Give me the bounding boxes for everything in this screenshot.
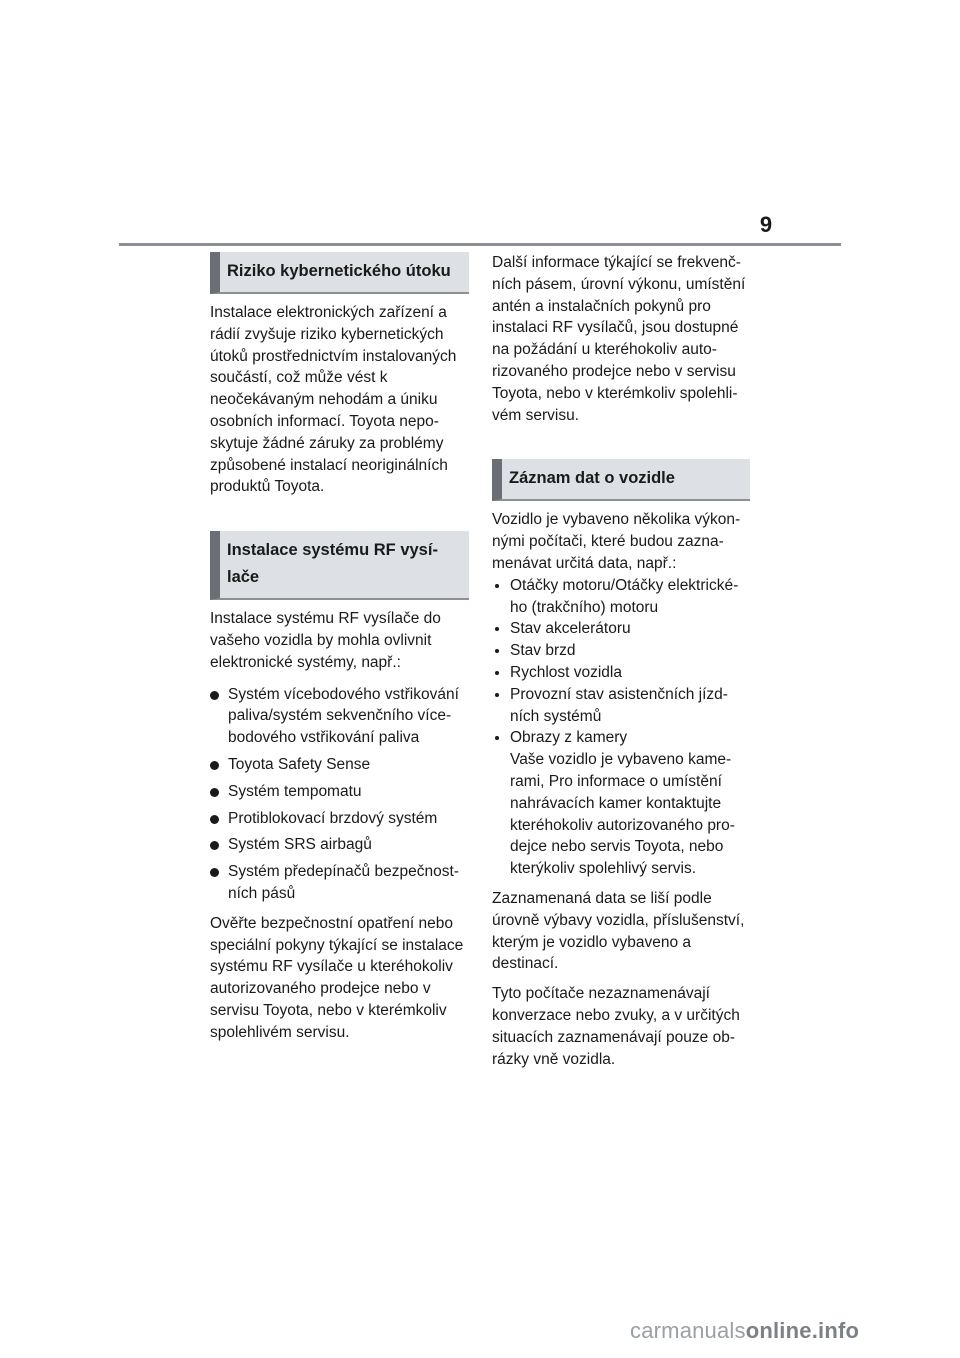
page-number: 9 [759,212,773,237]
bullet-icon [495,649,499,653]
section-heading-cyber-risk: Riziko kybernetického útoku [210,252,469,294]
section-heading-rf-transmitter: Instalace systému RF vysílače [210,531,469,600]
bullet-icon [495,584,499,588]
rf-closing-paragraph: Ověřte bezpečnostní opatření nebo speciální pokyny týkající se instalace systému RF vysílače u kteréhokoliv autorizovaného prodejce nebo v servisu Toyota, nebo v kterémkoliv spolehlivém servisu. [210,914,464,1041]
data-variation-paragraph: Zaznamenaná data se liší podle úrovně výbavy vozidla, příslušenství, kterým je vozidlo vybaveno a destinací. [492,889,745,973]
list-item: Stav akcelerátoru [492,618,750,640]
left-column [210,252,469,1044]
list-item: Systém předepínačů bezpečnostních pásů [210,861,469,905]
list-item: Stav brzd [492,640,750,662]
rf-intro-paragraph: Instalace systému RF vysílače do vašeho vozidla by mohla ovlivnit elektronické systémy, např.: [210,610,441,671]
header-rule [119,243,841,246]
list-item: Rychlost vozidla [492,662,750,684]
vehicle-data-intro: Vozidlo je vybaveno několika výkonnými počítači, které budou zaznamenávat určitá data, např.: [492,511,741,572]
list-item: Protiblokovací brzdový systém [210,808,469,830]
no-audio-paragraph: Tyto počítače nezaznamenávají konverzace nebo zvuky, a v určitých situacích zaznamenávají pouze obrázky vně vozidla. [492,985,740,1068]
recorded-data-list [492,575,750,880]
right-column [492,252,750,1070]
watermark: carmanualsonline.info [630,1318,860,1343]
bullet-icon [495,671,499,675]
list-item: Systém vícebodového vstřikování paliva/systém sekvenčního vícebodového vstřikování paliva [210,684,469,749]
list-item: Provozní stav asistenčních jízdních systémů [492,684,750,728]
bullet-icon [495,736,499,740]
list-item: Systém tempomatu [210,781,469,803]
bullet-icon [210,788,219,797]
list-item: Obrazy z kamery Vaše vozidlo je vybaveno kamerami, Pro informace o umístění nahrávacích kamer kontaktujte kteréhokoliv autorizovaného prodejce nebo servis Toyota, nebo kterýkoliv spolehlivý servis. [492,727,750,880]
bullet-icon [210,761,219,770]
bullet-icon [495,627,499,631]
section-heading-vehicle-data: Záznam dat o vozidle [492,459,750,501]
bullet-icon [210,815,219,824]
list-item: Toyota Safety Sense [210,754,469,776]
bullet-icon [495,693,499,697]
list-item: Otáčky motoru/Otáčky elektrického (trakčního) motoru [492,575,750,619]
bullet-icon [210,868,219,877]
rf-affected-systems-list [210,684,469,905]
list-item: Systém SRS airbagů [210,834,469,856]
rf-continuation-paragraph: Další informace týkající se frekvenčních pásem, úrovní výkonu, umístění antén a instalačních pokynů pro instalaci RF vysílačů, jsou dostupné na požádání u kteréhokoliv autorizovaného prodejce nebo v servisu Toyota, nebo v kterémkoliv spolehlivém servisu. [492,254,746,424]
bullet-icon [210,691,219,700]
bullet-icon [210,841,219,850]
cyber-risk-paragraph: Instalace elektronických zařízení a rádií zvyšuje riziko kybernetických útoků prostřednictvím instalovaných součástí, což může vést k neočekávaným nehodám a úniku osobních informací. Toyota neposkytuje žádné záruky za problémy způsobené instalací neoriginálních produktů Toyota. [210,304,457,496]
camera-note: Vaše vozidlo je vybaveno kamerami, Pro informace o umístění nahrávacích kamer kontaktujte kteréhokoliv autorizovaného prodejce nebo servis Toyota, nebo kterýkoliv spolehlivý servis. [510,751,735,878]
